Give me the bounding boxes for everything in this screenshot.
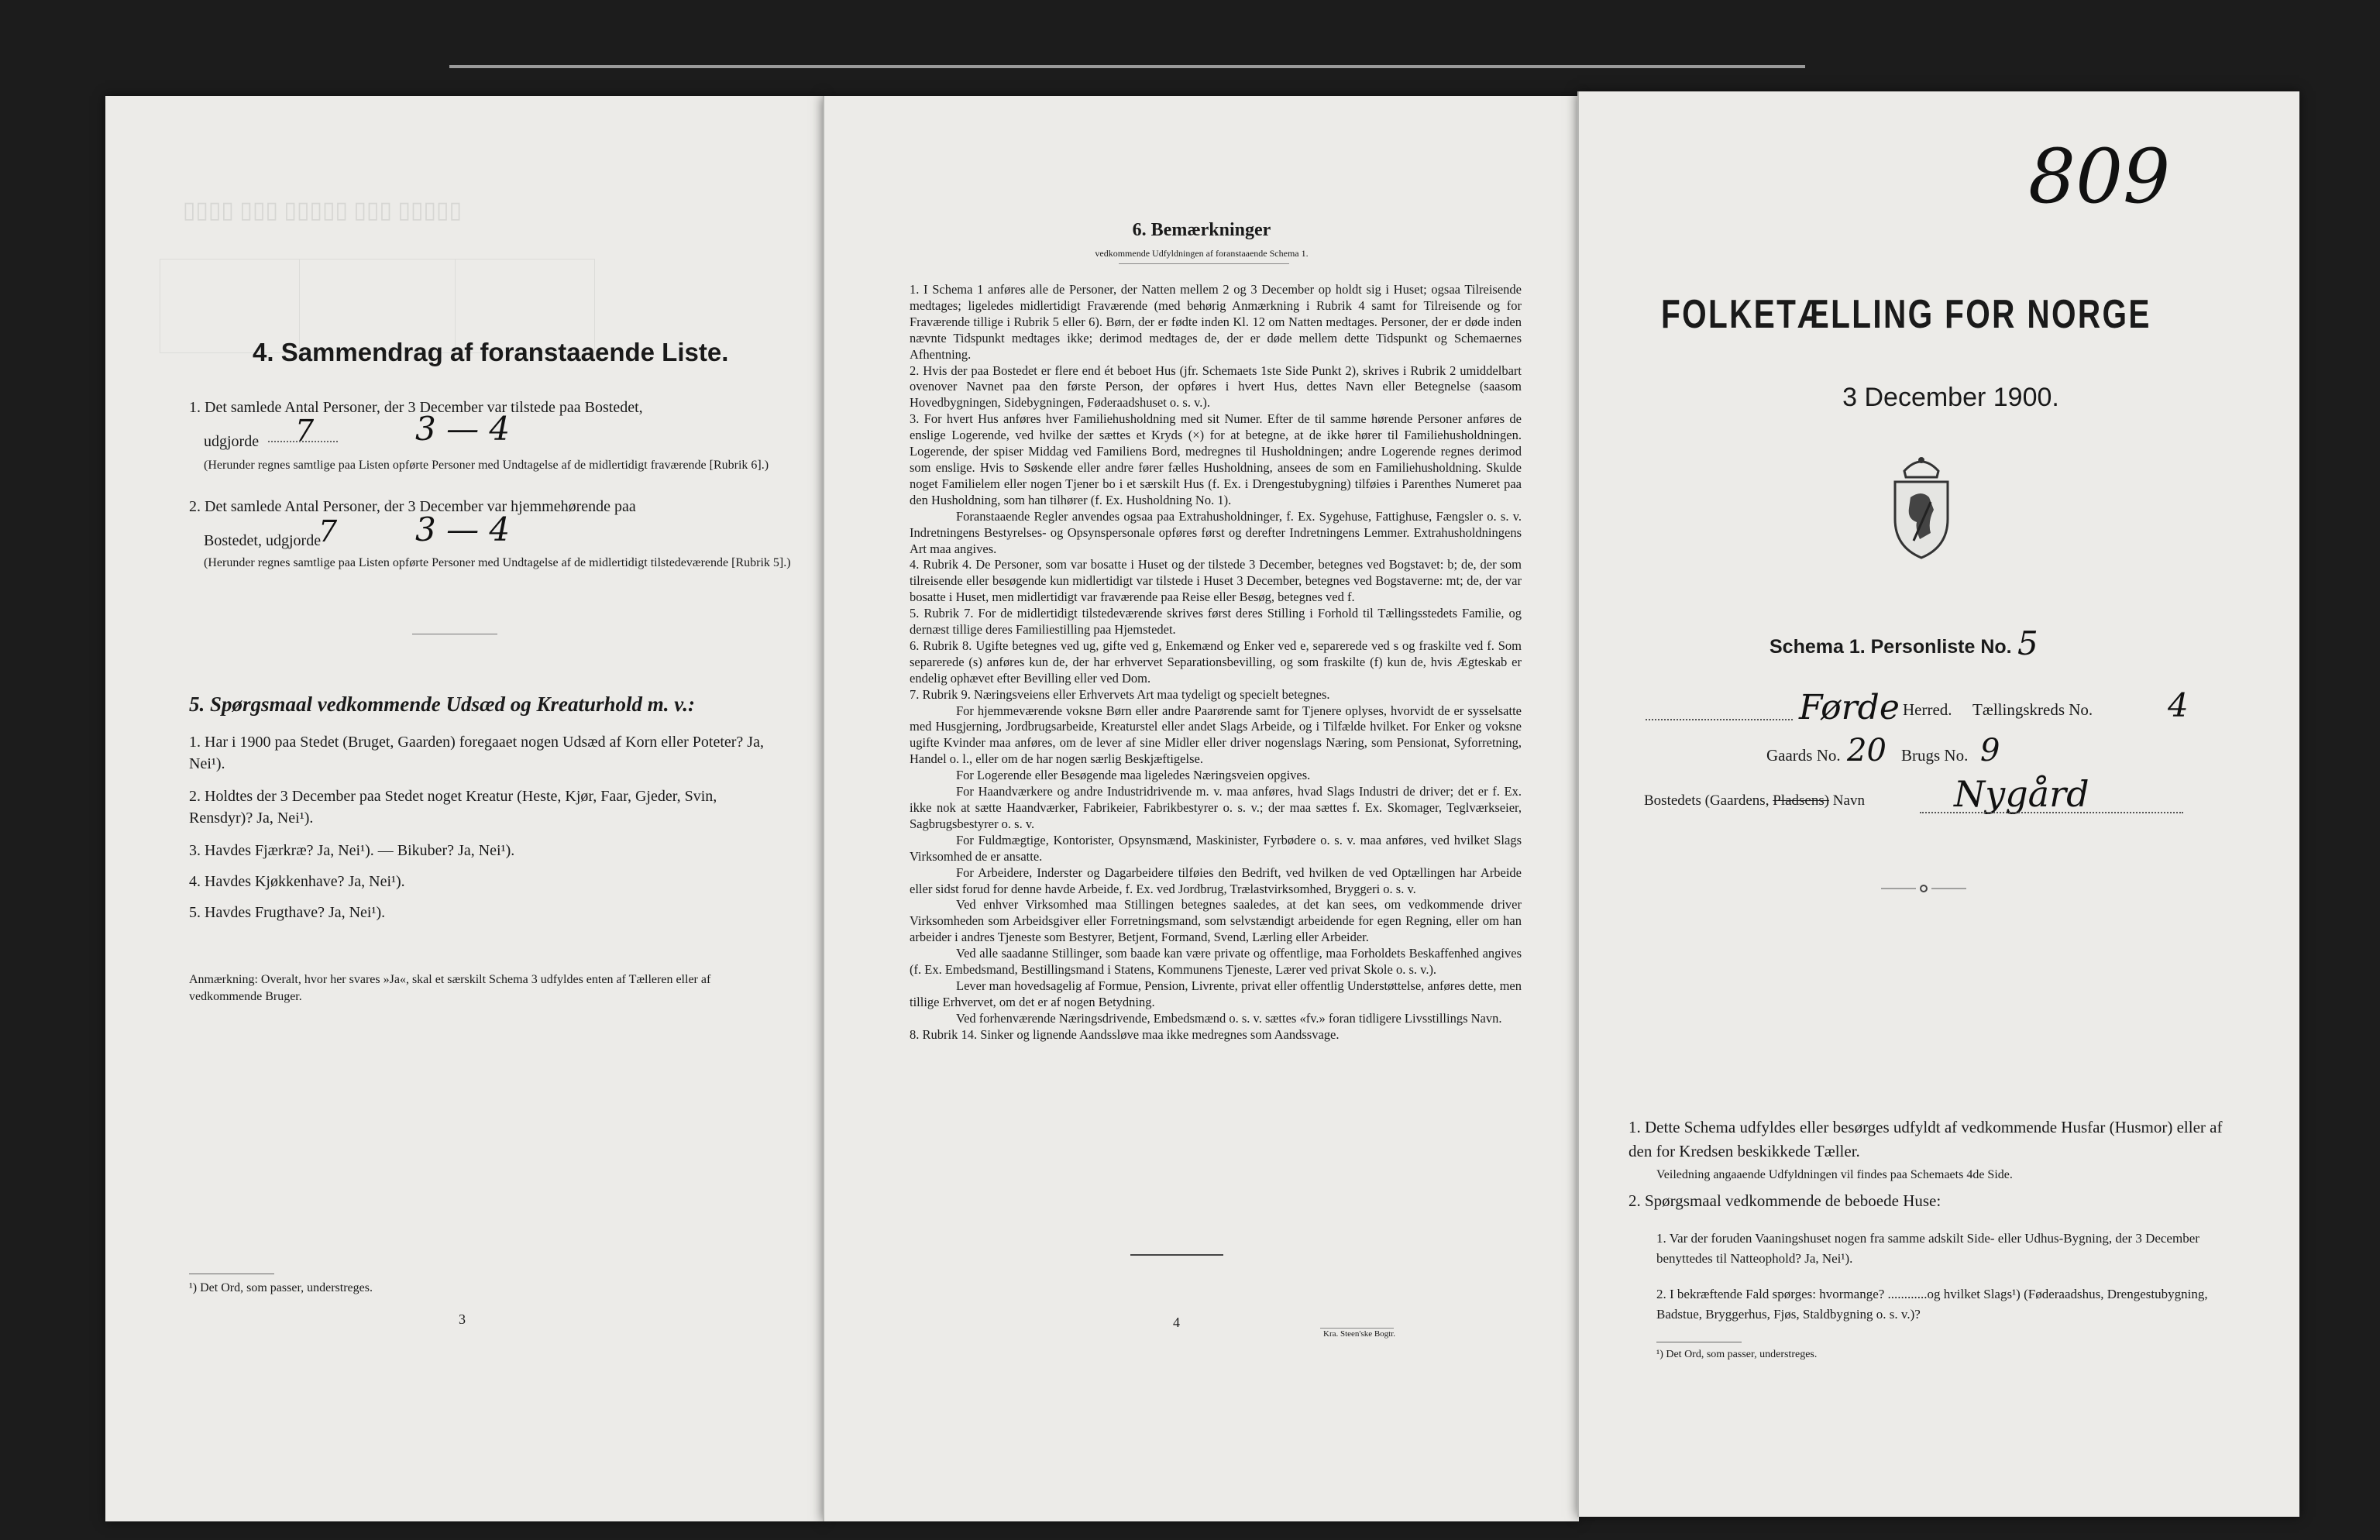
brugs-label: Brugs No. — [1901, 746, 1969, 765]
sub-question-1: 1. Var der foruden Vaaningshuset nogen fra samme adskilt Side- eller Udhus-Bygning, der 3 December benyttedes til Natteophold? Ja, Nei¹). — [1656, 1231, 2199, 1266]
remark-paragraph: For hjemmeværende voksne Børn eller andre Paarørende samt for Tjenere oplyses, hvorvidt de er sysselsatte med Husgjerning, Jordbrugsarbeide, Kreaturstel eller andet Slags Arbeide, og i Tilfælde hvilket. For Enker og voksne ugifte Kvinder maa anføres, om de lever af sine Midler eller driver nogenslags Næring, som Pensionat, Syforretning, Handel o. l., eller om de har nogen særlig Beskjæftigelse. — [910, 703, 1522, 767]
remark-paragraph: Ved alle saadanne Stillinger, som baade kan være private og offentlige, maa Forholdets Beskaffenhed angives (f. Ex. Embedsmand, Bestillingsmand i Statens, Kommunens Tjeneste, Lærer ved privat Skole o. s. v.). — [910, 946, 1522, 978]
instruction-1: 1. Dette Schema udfyldes eller besørges udfyldt af vedkommende Husfar (Husmor) eller af den for Kredsen beskikkede Tæller. — [1629, 1118, 2223, 1160]
bosted-label-a: Bostedets (Gaardens, — [1644, 792, 1770, 809]
item1-value2: 3 — 4 — [415, 410, 511, 448]
remark-paragraph: 3. For hvert Hus anføres hver Familiehusholdning med sit Numer. Efter de til samme hørende Personer anføres de enslige Logerende, ved hvilke der sættes et Kryds (×) for at betegne, at de ikke hører til Familiehusholdningen. Logerende, der spiser Middag ved Familiens Bord, medregnes til Husholdningen; andre Logerende regnes derimod som enslige. Hvis to Søskende eller andre fører fælles Husholdning, ansees de som en Familiehusholdning. Skulde noget Familielem eller nogen Tjener bo i et særskilt Hus (f. Ex. i Drengestubygning) tilføies i Parenthes Numeret paa den Husholdning, som han tilhører (f. Ex. Husholdning No. 1). — [910, 411, 1522, 507]
archive-number: 809 — [2028, 133, 2171, 220]
item1-value1: 7 — [295, 414, 315, 448]
item2-value2: 3 — 4 — [415, 510, 511, 548]
bosted-dotted-line — [1920, 812, 2183, 813]
herred-value: Førde — [1799, 688, 1900, 727]
ornament-divider — [1881, 882, 1966, 895]
remark-paragraph: Ved enhver Virksomhed maa Stillingen betegnes saaledes, at det kan sees, om vedkommende driver Virksomheden som Arbeidsgiver eller Forretningsmand, som selvstændigt arbeidende for egen Regning, eller om han arbeider i andres Tjeneste som Bestyrer, Betjent, Formand, Svend, Lærling eller Arbeider. — [910, 897, 1522, 945]
remarks-subtitle: vedkommende Udfyldningen af foranstaaende Schema 1. — [1095, 248, 1309, 259]
herred-dotted-line — [1646, 719, 1793, 720]
schema-number: 5 — [2017, 624, 2038, 662]
question-2: 2. Holdtes der 3 December paa Stedet noget Kreatur (Heste, Kjør, Faar, Gjeder, Svin, Rensdyr)? Ja, Nei¹). — [189, 788, 717, 827]
sub-question-2: 2. I bekræftende Fald spørges: hvormange? ............og hvilket Slags¹) (Føderaadshus, Drengestubygning, Badstue, Bryggerhus, Fjøs, Staldbygning o. s. v.)? — [1656, 1287, 2208, 1322]
question-4: 4. Havdes Kjøkkenhave? Ja, Nei¹). — [189, 873, 405, 890]
item2-note: (Herunder regnes samtlige paa Listen opførte Personer med Undtagelse af de midlertidigt tilstedeværende [Rubrik 5].) — [204, 556, 791, 569]
item1-text: 1. Det samlede Antal Personer, der 3 December var tilstede paa Bostedet, — [189, 399, 643, 416]
remark-paragraph: Foranstaaende Regler anvendes ogsaa paa Extrahusholdninger, f. Ex. Sygehuse, Fattighuse, Fængsler o. s. v. Indretningens Bestyrelses- og Opsynspersonale opføres først og derefter Indretningens Lemmer. Extrahusholdningens Art maa angives. — [910, 508, 1522, 556]
gaards-value: 20 — [1847, 733, 1886, 768]
gaards-label: Gaards No. — [1766, 746, 1841, 765]
item2-text: 2. Det samlede Antal Personer, der 3 December var hjemmehørende paa — [189, 498, 636, 515]
remarks-title-rule — [1119, 263, 1289, 264]
question-5: 5. Havdes Frugthave? Ja, Nei¹). — [189, 904, 386, 921]
remark-paragraph: Ved forhenværende Næringsdrivende, Embedsmænd o. s. v. sættes «fv.» foran tidligere Livsstillings Navn. — [956, 1010, 1502, 1026]
right-page — [1577, 91, 2299, 1517]
remark-paragraph: 2. Hvis der paa Bostedet er flere end ét beboet Hus (jfr. Schemaets 1ste Side Punkt 2), skrives i Rubrik 2 umiddelbart ovenover Navnet paa den første Person, der opføres i hvert Hus, dettes Navn eller Betegnelse (saasom Hovedbygningen, Sidebygningen, Føderaadshuset o. s. v.). — [910, 363, 1522, 411]
coat-of-arms-icon — [1883, 448, 1960, 568]
section5-title: 5. Spørgsmaal vedkommende Udsæd og Kreaturhold m. v.: — [189, 693, 696, 716]
herred-label: Herred. — [1903, 700, 1952, 719]
brugs-value: 9 — [1980, 733, 2000, 768]
instruction-1-sub: Veiledning angaaende Udfyldningen vil findes paa Schemaets 4de Side. — [1656, 1168, 2013, 1181]
remark-paragraph: 7. Rubrik 9. Næringsveiens eller Erhvervets Art maa tydeligt og specielt betegnes. — [910, 686, 1330, 702]
bosted-value: Nygård — [1954, 773, 2089, 815]
remark-paragraph: 1. I Schema 1 anføres alle de Personer, der Natten mellem 2 og 3 December op holdt sig i Huset; ogsaa Tilreisende medtages; ligeledes midlertidigt Fraværende (med behørig Anmærkning i Rubrik 4 samt for Tilreisende og for Fraværende tillige i Rubrik 5 eller 6). Børn, der er fødte inden Kl. 12 om Natten medtages. Personer, der er døde inden nævnte Tidspunkt medtages ikke; derimod medtages de, der er døde mellem dette Tidspunkt og Schemaernes Afhentning. — [910, 282, 1522, 362]
remark-paragraph: 8. Rubrik 14. Sinker og lignende Aandssløve maa ikke medregnes som Aandssvage. — [910, 1026, 1340, 1042]
item1-dotted-line — [268, 441, 338, 442]
bleed-through-text: ▯▯▯▯▯ ▯▯▯ ▯▯▯▯▯ ▯▯▯ ▯▯▯▯ — [183, 198, 463, 223]
remark-paragraph: 5. Rubrik 7. For de midlertidigt tilstedeværende skrives først deres Stilling i Forhold til Tællingsstedets Familie, og dernæst tillige deres Familiestilling paa Hjemstedet. — [910, 606, 1522, 638]
kreds-value: 4 — [2168, 686, 2189, 724]
item2-bostedet: Bostedet, udgjorde — [204, 532, 322, 549]
remark-paragraph: For Arbeidere, Inderster og Dagarbeidere tilføies den Bedrift, ved hvilken de ved Optællingen har Arbeide eller sidst forud for denne havde Arbeide, f. Ex. ved Jordbrug, Trælastvirksomhed, Bryggeri o. s. v. — [910, 865, 1522, 896]
question-3: 3. Havdes Fjærkræ? Ja, Nei¹). — Bikuber? Ja, Nei¹). — [189, 842, 515, 859]
question-1: 1. Har i 1900 paa Stedet (Bruget, Gaarden) foregaaet nogen Udsæd af Korn eller Poteter? Ja, Nei¹). — [189, 734, 764, 772]
printer-mark: Kra. Steen'ske Bogtr. — [1323, 1329, 1396, 1339]
remark-paragraph: Lever man hovedsagelig af Formue, Pension, Livrente, privat eller offentlig Understøttelse, anføres dette, men tillige Erhvervet, om det er af nogen Betydning. — [910, 978, 1522, 1009]
end-rule — [1130, 1254, 1223, 1256]
schema-label: Schema 1. Personliste No. — [1770, 636, 2012, 658]
remark-paragraph: For Haandværkere og andre Industridrivende m. v. maa anføres, hvad Slags Industri de driver; det er f. Ex. ikke nok at sætte Haandværker, Fabrikeier, Fabrikbestyrer o. s. v.; der maa sættes f. Ex. Skomager, Teglværkseier, Sagbrugsbestyrer o. s. v. — [910, 784, 1522, 831]
remark-paragraph: 6. Rubrik 8. Ugifte betegnes ved ug, gifte ved g, Enkemænd og Enker ved e, separerede ved s og fraskilte ved f. Som separerede (s) anføres kun de, der har erhvervet Separationsbevilling, og som fraskilte (f) kun de, hvis Ægteskab er endelig ophævet efter Bevilling eller ved Dom. — [910, 638, 1522, 686]
instruction-2: 2. Spørgsmaal vedkommende de beboede Huse: — [1629, 1191, 1941, 1210]
remark-paragraph: For Fuldmægtige, Kontorister, Opsynsmænd, Maskinister, Fyrbødere o. s. v. maa anføres, ved hvilket Slags Virksomhed de er ansatte. — [910, 832, 1522, 864]
page-number: 3 — [459, 1311, 466, 1327]
printer-rule — [1320, 1328, 1394, 1329]
bosted-label-c: Navn — [1832, 792, 1865, 809]
top-edge-line — [449, 65, 1805, 68]
left-page — [105, 96, 823, 1521]
item1-udgjorde: udgjorde — [204, 433, 260, 450]
footnote: ¹) Det Ord, som passer, understreges. — [189, 1281, 373, 1294]
remark-paragraph: For Logerende eller Besøgende maa ligeledes Næringsveien opgives. — [956, 768, 1311, 783]
anmerkning-note: Anmærkning: Overalt, hvor her svares »Ja«, skal et særskilt Schema 3 udfyldes enten af Tælleren eller af vedkommende Bruger. — [189, 973, 711, 1003]
section4-title: 4. Sammendrag af foranstaaende Liste. — [253, 338, 729, 366]
bosted-label — [1644, 792, 1865, 810]
item1-note: (Herunder regnes samtlige paa Listen opførte Personer med Undtagelse af de midlertidigt fraværende [Rubrik 6].) — [204, 459, 769, 472]
footnote: ¹) Det Ord, som passer, understreges. — [1656, 1349, 1818, 1360]
remarks-body — [910, 282, 1522, 1043]
bosted-label-b: Pladsens) — [1773, 792, 1830, 809]
census-title: FOLKETÆLLING FOR NORGE — [1661, 292, 2151, 337]
page-number: 4 — [1173, 1315, 1180, 1330]
kreds-label: Tællingskreds No. — [1972, 700, 2093, 719]
census-date: 3 December 1900. — [1842, 383, 2059, 412]
remarks-title: 6. Bemærkninger — [1132, 220, 1271, 240]
item2-value1: 7 — [318, 514, 338, 548]
remark-paragraph: 4. Rubrik 4. De Personer, som var bosatte i Huset og der tilstede 3 December, betegnes ved Bogstavet: b; de, der som tilreisende eller besøgende kun midlertidigt var tilstede i Huset 3 December, betegnes ved Bogstaverne: mt; de, der var bosatte i Huset, men midlertidigt var fraværende paa Reise eller Besøg, betegnes ved f. — [910, 557, 1522, 605]
middle-page — [823, 96, 1579, 1521]
